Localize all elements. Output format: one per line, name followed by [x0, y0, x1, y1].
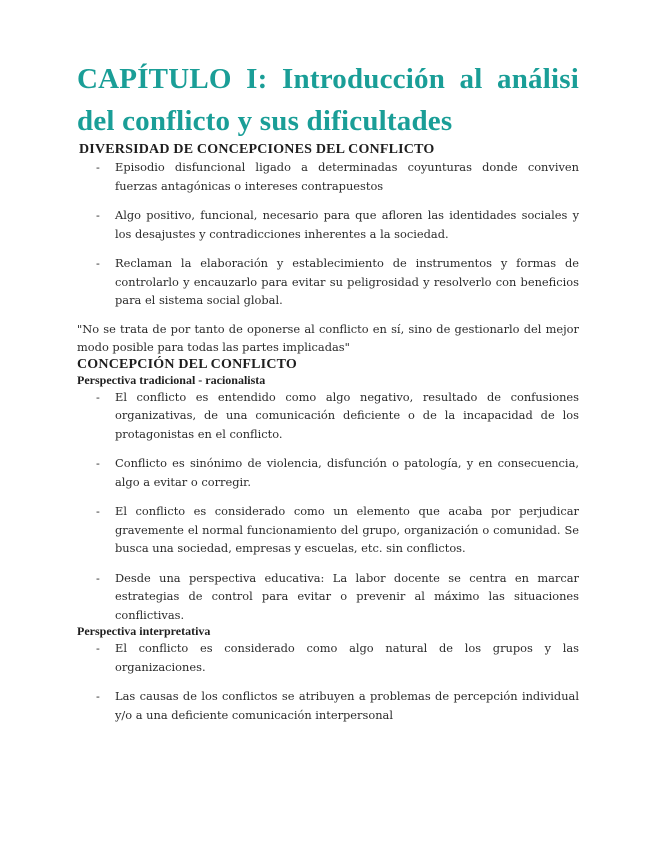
bullet-dash: - — [96, 641, 100, 655]
interpretativa-list — [77, 639, 579, 724]
list-item-text: Conflicto es sinónimo de violencia, disfunción o patología, y en consecuencia, algo a evitar o corregir. — [115, 456, 579, 489]
list-item — [77, 454, 579, 491]
subheading-tradicional: Perspectiva tradicional - racionalista — [77, 372, 266, 387]
subheading-interpretativa: Perspectiva interpretativa — [77, 624, 211, 638]
list-item-text: El conflicto es considerado como algo natural de los grupos y las organizaciones. — [115, 641, 579, 674]
list-item — [77, 687, 579, 724]
section-heading-concepcion: CONCEPCIÓN DEL CONFLICTO — [77, 356, 298, 372]
list-item — [77, 502, 579, 558]
list-item-text: Reclaman la elaboración y establecimiento de instrumentos y formas de controlarlo y encauzarlo para evitar su peligrosidad y resolverlo con beneficios para el sistema social global. — [115, 256, 579, 307]
list-item — [77, 254, 579, 310]
bullet-dash: - — [96, 570, 100, 585]
quote-paragraph: "No se trata de por tanto de oponerse al conflicto en sí, sino de gestionarlo del mejor modo posible para todas las partes implicadas" — [77, 321, 579, 354]
list-item — [77, 206, 579, 243]
list-item — [77, 569, 579, 625]
bullet-dash: - — [96, 208, 100, 222]
tradicional-list — [77, 388, 579, 625]
list-item-text: El conflicto es entendido como algo negativo, resultado de confusiones organizativas, de una comunicación deficiente o de la incapacidad de los protagonistas en el conflicto. — [115, 389, 579, 441]
bullet-dash: - — [96, 456, 100, 470]
list-item — [77, 158, 579, 195]
bullet-dash: - — [96, 504, 100, 518]
list-item — [77, 388, 579, 444]
list-item — [77, 639, 579, 676]
list-item-text: Las causas de los conflictos se atribuyen a problemas de percepción individual y/o a una deficiente comunicación interpersonal — [115, 689, 579, 722]
chapter-title: CAPÍTULO I: Introducción al análisi del conflicto y sus dificultades — [77, 63, 579, 137]
bullet-dash: - — [96, 256, 100, 270]
list-item-text: Algo positivo, funcional, necesario para que afloren las identidades sociales y los desajustes y contradicciones inherentes a la sociedad. — [115, 208, 579, 241]
section-heading-diversidad: DIVERSIDAD DE CONCEPCIONES DEL CONFLICTO — [79, 142, 435, 157]
document-content — [77, 58, 579, 724]
bullet-dash: - — [96, 160, 100, 174]
list-item-text: El conflicto es considerado como un elemento que acaba por perjudicar gravemente el normal funcionamiento del grupo, organización o comunidad. Se busca una sociedad, empresas y escuelas, etc. sin conflictos. — [115, 504, 579, 555]
bullet-dash: - — [96, 689, 100, 703]
bullet-dash: - — [96, 389, 100, 404]
list-item-text: Episodio disfuncional ligado a determinadas coyunturas donde conviven fuerzas antagónicas o intereses contrapuestos — [115, 160, 579, 193]
list-item-text: Desde una perspectiva educativa: La labor docente se centra en marcar estrategias de control para evitar o prevenir al máximo las situaciones conflictivas. — [115, 570, 579, 622]
diversidad-list — [77, 158, 579, 310]
